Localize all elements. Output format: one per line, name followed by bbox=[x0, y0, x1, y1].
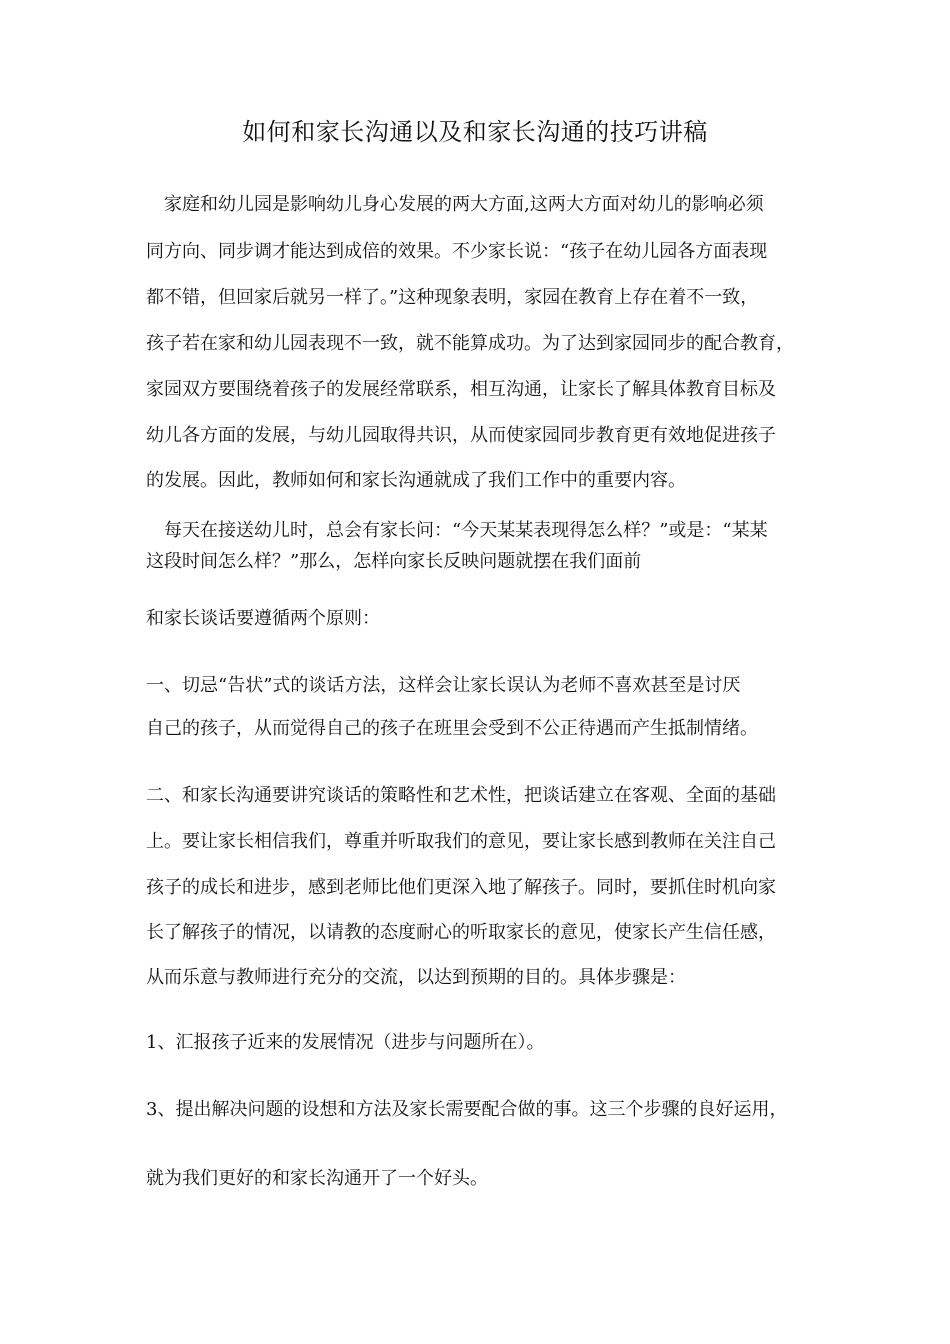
paragraph-line: 自己的孩子，从而觉得自己的孩子在班里会受到不公正待遇而产生抵制情绪。 bbox=[146, 718, 758, 739]
paragraph-line: 一、切忌“告状”式的谈话方法，这样会让家长误认为老师不喜欢甚至是讨厌 bbox=[146, 675, 741, 696]
paragraph-line: 幼儿各方面的发展，与幼儿园取得共识，从而使家园同步教育更有效地促进孩子 bbox=[146, 425, 776, 446]
paragraph-line: 这段时间怎么样？”那么，怎样向家长反映问题就摆在我们面前 bbox=[146, 551, 642, 572]
paragraph-line: 同方向、同步调才能达到成倍的效果。不少家长说：“孩子在幼儿园各方面表现 bbox=[146, 241, 768, 262]
paragraph-line: 二、和家长沟通要讲究谈话的策略性和艺术性，把谈话建立在客观、全面的基础 bbox=[146, 785, 776, 806]
paragraph-line: 就为我们更好的和家长沟通开了一个好头。 bbox=[146, 1168, 488, 1189]
paragraph-line: 和家长谈话要遵循两个原则： bbox=[146, 608, 380, 629]
paragraph-line: 孩子的成长和进步，感到老师比他们更深入地了解孩子。同时，要抓住时机向家 bbox=[146, 877, 776, 898]
paragraph-line: 家园双方要围绕着孩子的发展经常联系，相互沟通，让家长了解具体教育目标及 bbox=[146, 379, 776, 400]
paragraph-line: 长了解孩子的情况，以请教的态度耐心的听取家长的意见，使家长产生信任感， bbox=[146, 922, 776, 943]
paragraph-line: 家庭和幼儿园是影响幼儿身心发展的两大方面,这两大方面对幼儿的影响必须 bbox=[164, 194, 764, 215]
paragraph-line: 从而乐意与教师进行充分的交流，以达到预期的目的。具体步骤是： bbox=[146, 967, 686, 988]
paragraph-line: 孩子若在家和幼儿园表现不一致，就不能算成功。为了达到家园同步的配合教育， bbox=[146, 333, 794, 354]
list-item: 1、汇报孩子近来的发展情况（进步与问题所在）。 bbox=[146, 1032, 545, 1053]
paragraph-line: 上。要让家长相信我们，尊重并听取我们的意见，要让家长感到教师在关注自己 bbox=[146, 831, 776, 852]
paragraph-line: 的发展。因此，教师如何和家长沟通就成了我们工作中的重要内容。 bbox=[146, 470, 686, 491]
paragraph-line: 都不错，但回家后就另一样了。”这种现象表明，家园在教育上存在着不一致， bbox=[146, 287, 759, 308]
paragraph-line: 每天在接送幼儿时，总会有家长问：“今天某某表现得怎么样？”或是：“某某 bbox=[164, 520, 768, 541]
list-item: 3、提出解决问题的设想和方法及家长需要配合做的事。这三个步骤的良好运用， bbox=[146, 1099, 788, 1120]
document-title: 如何和家长沟通以及和家长沟通的技巧讲稿 bbox=[242, 118, 708, 146]
